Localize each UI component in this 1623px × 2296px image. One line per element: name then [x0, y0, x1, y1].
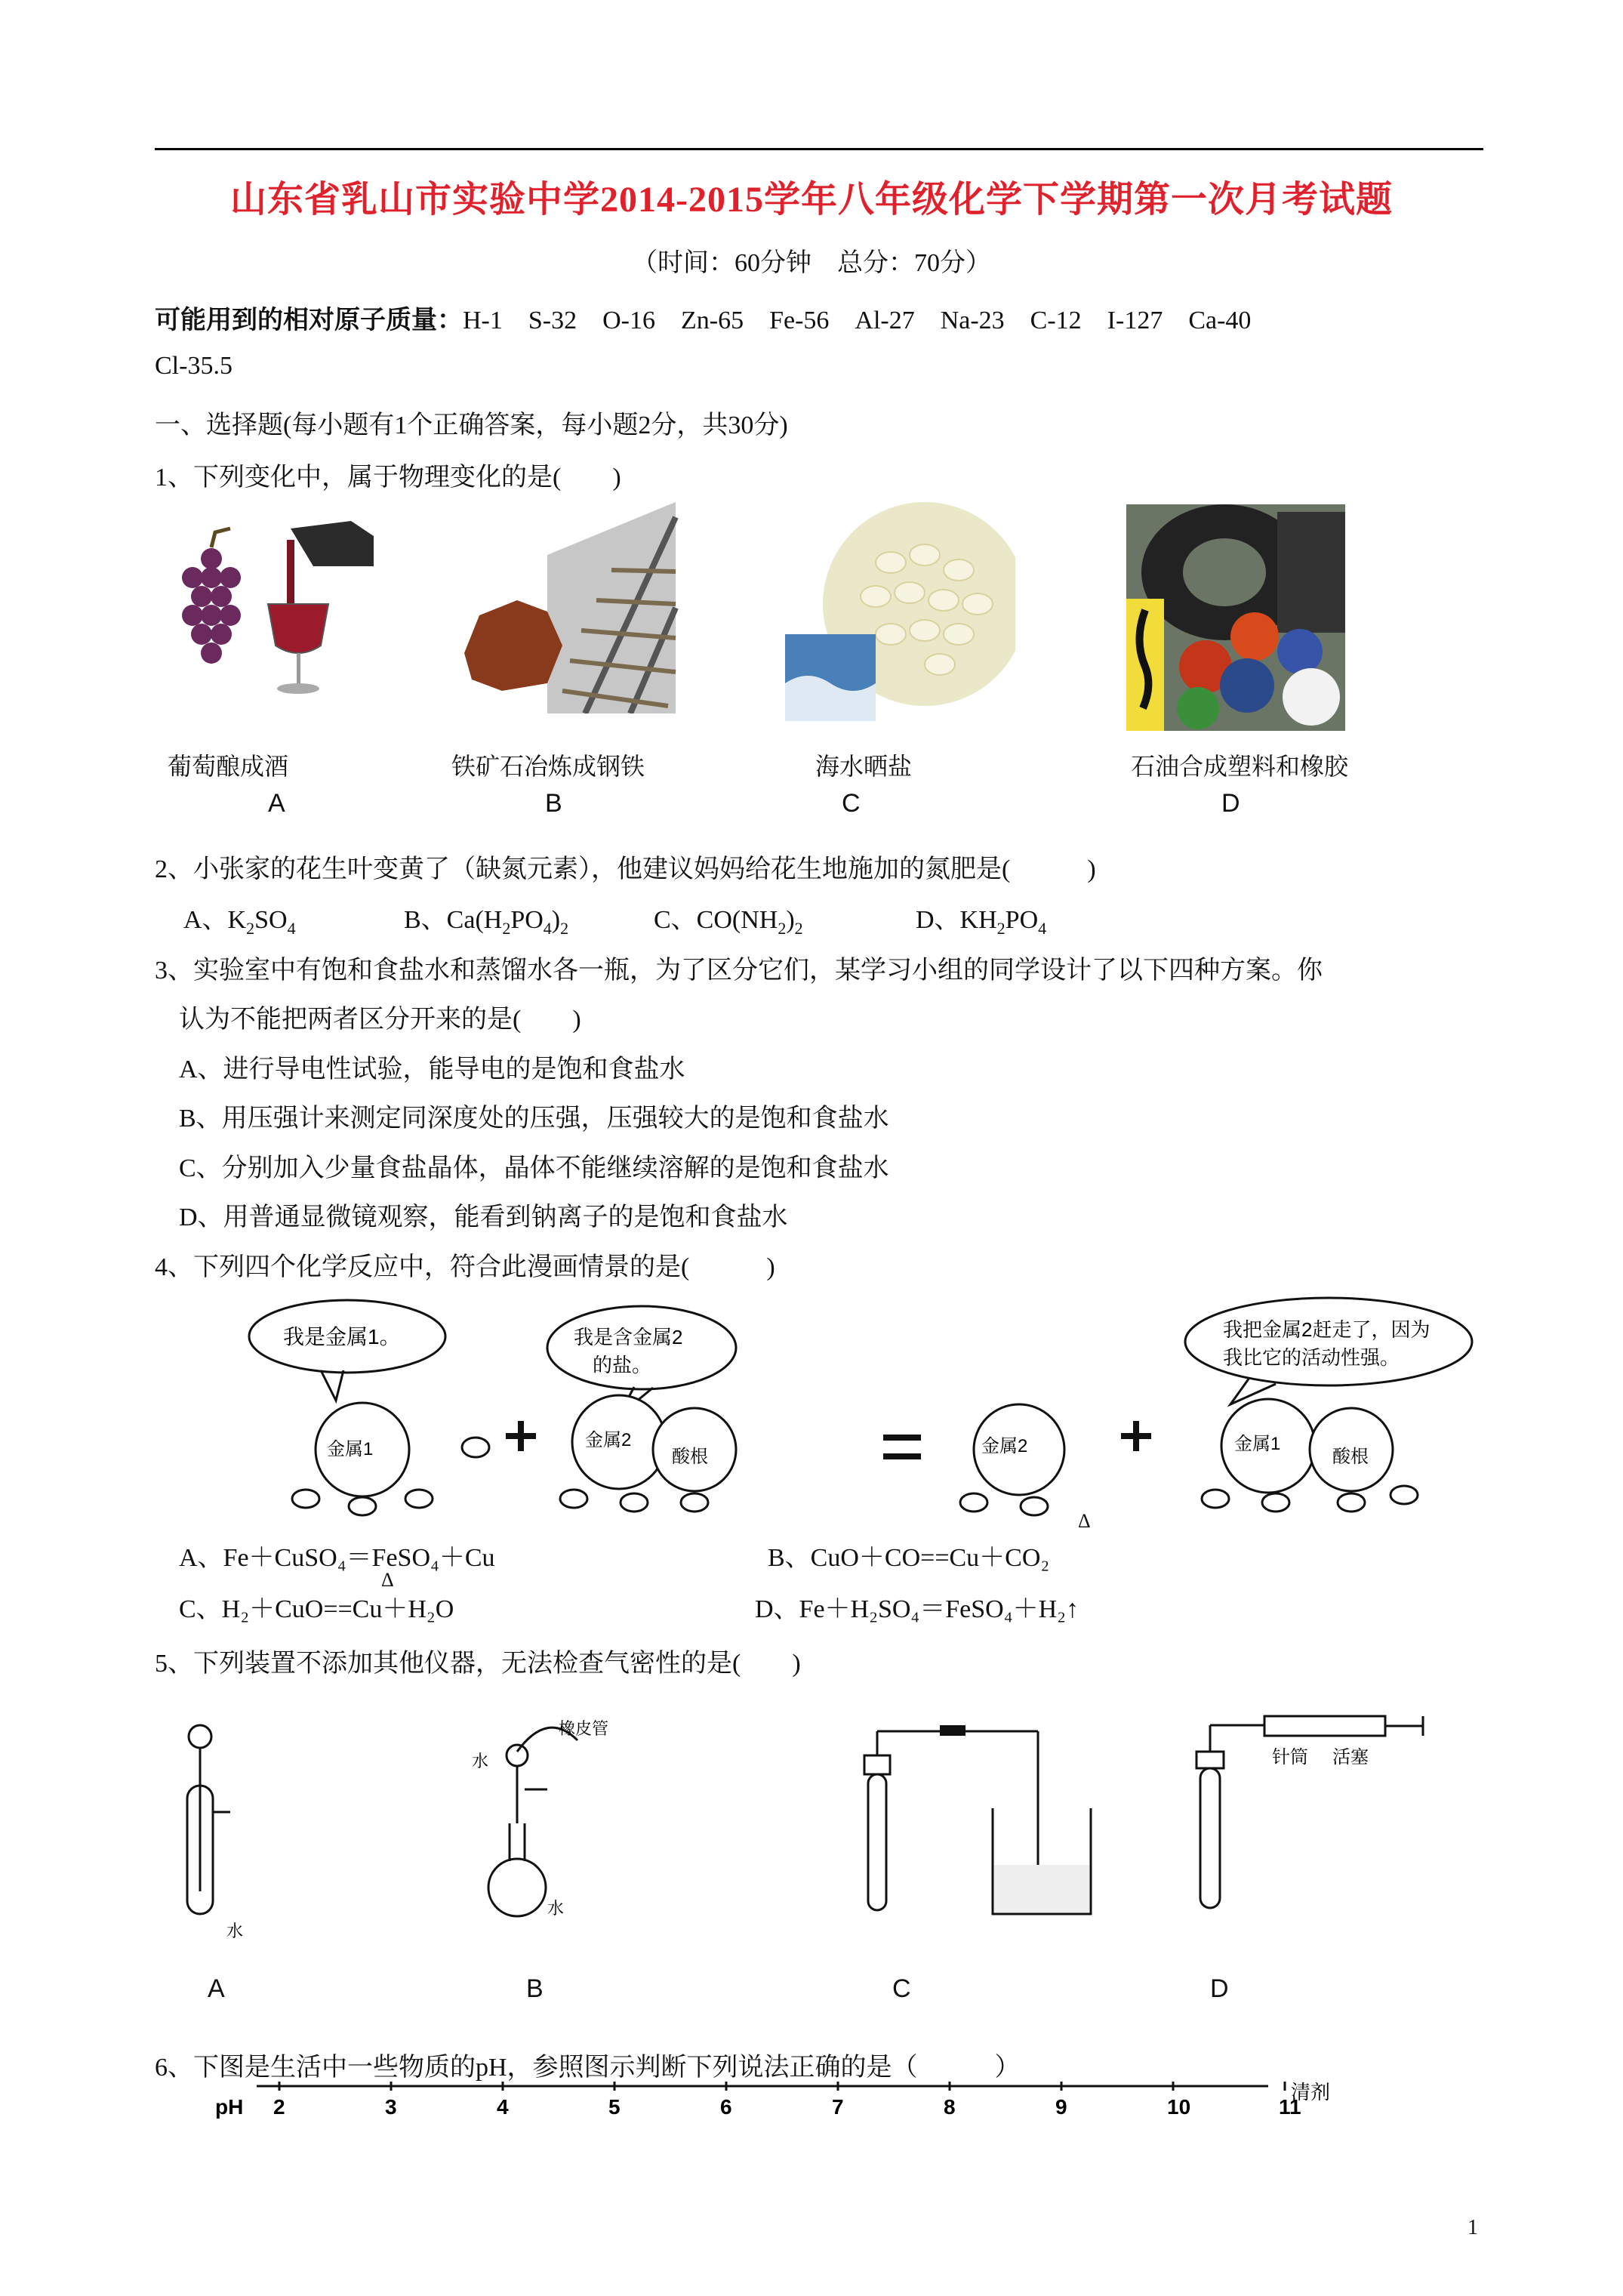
q3-option-c: C、分别加入少量食盐晶体，晶体不能继续溶解的是饱和食盐水: [179, 1154, 889, 1182]
q5-letter-a: A: [208, 1974, 225, 2003]
bubble1-text: 我是金属1。: [283, 1325, 401, 1348]
label-syringe: 针筒: [1272, 1747, 1308, 1767]
q5-letter-b: B: [526, 1974, 544, 2003]
ph-tick-label: 7: [832, 2095, 844, 2119]
q3-stem-line2: 认为不能把两者区分开来的是( ): [179, 1006, 581, 1034]
q6-stem: 6、下图是生活中一些物质的pH，参照图示判断下列说法正确的是（ ）: [155, 2054, 1021, 2082]
q2-stem: 2、小张家的花生叶变黄了（缺氮元素），他建议妈妈给花生地施加的氮肥是( ): [155, 855, 1096, 883]
ball-metal2-right: 金属2: [981, 1436, 1028, 1456]
ph-tick-label: 8: [944, 2095, 956, 2119]
bubble2-line2: 的盐。: [593, 1354, 652, 1376]
ball-metal2-left: 金属2: [585, 1430, 632, 1450]
q3-option-b: B、用压强计来测定同深度处的压强，压强较大的是饱和食盐水: [179, 1105, 889, 1133]
ph-tick-label: 11: [1279, 2095, 1301, 2119]
q2-option-d: D、$KH_2PO_4$: [916, 906, 1047, 938]
q1-caption-c: 海水晒盐: [815, 753, 913, 780]
q1-caption-d: 石油合成塑料和橡胶: [1131, 753, 1349, 780]
ph-tick-label: 5: [608, 2095, 621, 2119]
metal-displacement-cartoon: [242, 1295, 1510, 1521]
ball-acid-left: 酸根: [672, 1447, 708, 1467]
atomic-masses-cont: Cl-35.5: [155, 352, 233, 380]
atomic-masses-line: [155, 299, 1251, 336]
q3-option-a: A、进行导电性试验，能导电的是饱和食盐水: [179, 1056, 685, 1083]
q3-option-d: D、用普通显微镜观察，能看到钠离子的是饱和食盐水: [179, 1203, 788, 1231]
q1-letter-c: C: [842, 789, 861, 818]
bubble3-line1: 我把金属2赶走了，因为: [1223, 1318, 1431, 1341]
q5-letter-c: C: [892, 1974, 911, 2003]
q5-letter-d: D: [1210, 1974, 1229, 2003]
label-water-b2: 水: [547, 1899, 565, 1918]
q1-stem: 1、下列变化中，属于物理变化的是( ): [155, 464, 621, 492]
q1-letter-d: D: [1221, 789, 1240, 818]
ph-tick-label: 6: [720, 2095, 732, 2119]
ph-tick-label: 9: [1055, 2095, 1067, 2119]
airtightness-apparatus-figure: [155, 1710, 1483, 1952]
ball-metal1-right: 金属1: [1234, 1434, 1281, 1454]
q4-option-d: D、Fe＋H₂SO₄＝FeSO₄＋H₂↑: [755, 1595, 1079, 1623]
q3-stem-line1: 3、实验室中有饱和食盐水和蒸馏水各一瓶，为了区分它们，某学习小组的同学设计了以下四种方案。你: [155, 957, 1323, 985]
q4-delta-b: Δ: [1078, 1510, 1091, 1532]
ph-scale-figure: [211, 2080, 1351, 2133]
q1-caption-b: 铁矿石冶炼成钢铁: [451, 753, 645, 780]
q2-option-c: C、$CO(NH_2)_2$: [654, 906, 803, 938]
q4-option-c: C、H₂＋CuO==Cu＋H₂O: [179, 1595, 454, 1623]
grapes-wine-image: [155, 513, 381, 702]
atomic-masses-values: H-1 S-32 O-16 Zn-65 Fe-56 Al-27 Na-23 C-12 I-127 Ca-40: [463, 307, 1252, 334]
ball-acid-right: 酸根: [1332, 1447, 1369, 1467]
label-rubber-tube: 橡皮管: [559, 1719, 609, 1738]
header-rule: [155, 148, 1483, 150]
exam-subtitle: （时间：60分钟 总分：70分）: [632, 249, 991, 277]
label-water-a: 水: [226, 1922, 244, 1940]
q1-letter-a: A: [268, 789, 285, 818]
q5-stem: 5、下列装置不添加其他仪器，无法检查气密性的是( ): [155, 1650, 801, 1678]
ph-tick-label: 4: [497, 2095, 509, 2119]
label-water-b1: 水: [472, 1752, 489, 1771]
bubble3-line2: 我比它的活动性强。: [1223, 1346, 1400, 1369]
ph-tick-label: 10: [1167, 2095, 1191, 2119]
q1-caption-a: 葡萄酿成酒: [168, 753, 289, 780]
atomic-masses-label: 可能用到的相对原子质量：: [155, 307, 463, 334]
petroleum-products-image: [1126, 504, 1345, 731]
ph-end-label: 清剂: [1291, 2081, 1331, 2103]
q4-option-b: B、CuO＋CO==Cu＋CO₂: [768, 1544, 1050, 1572]
q2-option-a: A、$K_2SO_4$: [183, 906, 296, 938]
ph-tick-label: 2: [273, 2095, 285, 2119]
exam-title: 山东省乳山市实验中学2014-2015学年八年级化学下学期第一次月考试题: [230, 180, 1393, 220]
label-plunger: 活塞: [1332, 1747, 1369, 1767]
sea-salt-image: [778, 502, 1015, 729]
page-number: 1: [1467, 2216, 1478, 2239]
q4-delta-c: Δ: [381, 1569, 394, 1591]
ball-metal1-left: 金属1: [327, 1439, 374, 1459]
section-heading: 一、选择题(每小题有1个正确答案，每小题2分，共30分): [155, 411, 788, 439]
q2-option-b: B、$Ca(H_2PO_4)_2$: [404, 906, 569, 938]
iron-ore-rail-image: [449, 502, 683, 713]
ph-axis-label: pH: [215, 2095, 244, 2119]
bubble2-line1: 我是含金属2: [574, 1326, 683, 1348]
q1-letter-b: B: [545, 789, 562, 818]
q4-option-a: A、Fe＋CuSO₄＝FeSO₄＋Cu: [179, 1544, 495, 1572]
ph-tick-label: 3: [385, 2095, 397, 2119]
q4-stem: 4、下列四个化学反应中，符合此漫画情景的是( ): [155, 1253, 775, 1281]
